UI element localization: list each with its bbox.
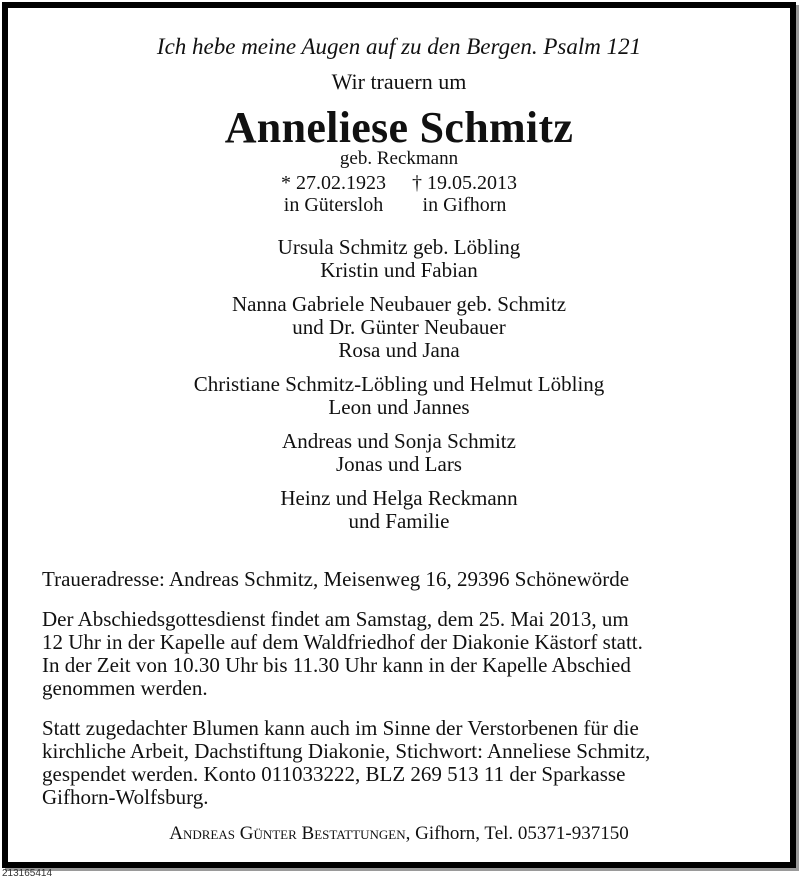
mourner-line: Nanna Gabriele Neubauer geb. Schmitz xyxy=(231,292,567,316)
life-dates xyxy=(8,172,790,216)
mourning-address: Traueradresse: Andreas Schmitz, Meisenweg 16, 29396 Schönewörde xyxy=(42,567,630,591)
mourner-group xyxy=(8,487,790,533)
undertaker-name: Andreas Günter Bestattungen xyxy=(169,823,406,844)
birth-date: 27.02.1923 xyxy=(296,172,386,194)
ad-id: 213165414 xyxy=(2,868,53,879)
birth-name: geb. Reckmann xyxy=(339,148,459,169)
undertaker-line xyxy=(8,823,790,845)
service-paragraph xyxy=(42,608,762,700)
mourner-group xyxy=(8,293,790,362)
mourners-list xyxy=(8,236,790,544)
donation-line: Gifhorn-Wolfsburg. xyxy=(42,785,209,809)
birth-place: in Gütersloh xyxy=(283,194,384,216)
obituary-frame xyxy=(2,2,796,868)
mourner-line: Heinz und Helga Reckmann xyxy=(280,486,518,510)
cross-icon: † xyxy=(412,172,422,194)
mourner-line: Andreas und Sonja Schmitz xyxy=(282,429,516,453)
death-date-line xyxy=(412,172,517,194)
service-line: 12 Uhr in der Kapelle auf dem Waldfriedhof der Diakonie Kästorf statt. xyxy=(42,630,643,654)
mourner-group xyxy=(8,373,790,419)
mourner-line: und Familie xyxy=(348,509,450,533)
death-info xyxy=(412,172,517,216)
mourner-line: und Dr. Günter Neubauer xyxy=(292,315,506,339)
mourner-line: Rosa und Jana xyxy=(338,338,460,362)
donation-paragraph xyxy=(42,717,762,809)
mourner-line: Ursula Schmitz geb. Löbling xyxy=(277,235,521,259)
birth-date-line xyxy=(281,172,386,194)
birth-info xyxy=(281,172,386,216)
mourner-group xyxy=(8,430,790,476)
deceased-name: Anneliese Schmitz xyxy=(224,103,574,152)
mourner-group xyxy=(8,236,790,282)
undertaker-details: , Gifhorn, Tel. 05371-937150 xyxy=(405,823,629,844)
death-date: 19.05.2013 xyxy=(427,172,517,194)
donation-line: kirchliche Arbeit, Dachstiftung Diakonie, Stichwort: Anneliese Schmitz, xyxy=(42,739,651,763)
donation-line: Statt zugedachter Blumen kann auch im Sinne der Verstorbenen für die xyxy=(42,716,639,740)
service-line: Der Abschiedsgottesdienst findet am Samstag, dem 25. Mai 2013, um xyxy=(42,607,629,631)
service-line: genommen werden. xyxy=(42,676,208,700)
service-line: In der Zeit von 10.30 Uhr bis 11.30 Uhr kann in der Kapelle Abschied xyxy=(42,653,631,677)
mourner-line: Kristin und Fabian xyxy=(320,258,478,282)
mourner-line: Leon und Jannes xyxy=(328,395,470,419)
mourner-line: Christiane Schmitz-Löbling und Helmut Löbling xyxy=(193,372,605,396)
donation-line: gespendet werden. Konto 011033222, BLZ 269 513 11 der Sparkasse xyxy=(42,762,626,786)
psalm-motto: Ich hebe meine Augen auf zu den Bergen. Psalm 121 xyxy=(156,34,642,59)
death-place: in Gifhorn xyxy=(422,194,507,216)
intro-text: Wir trauern um xyxy=(331,69,467,94)
mourner-line: Jonas und Lars xyxy=(336,452,462,476)
birth-symbol: * xyxy=(281,172,291,194)
